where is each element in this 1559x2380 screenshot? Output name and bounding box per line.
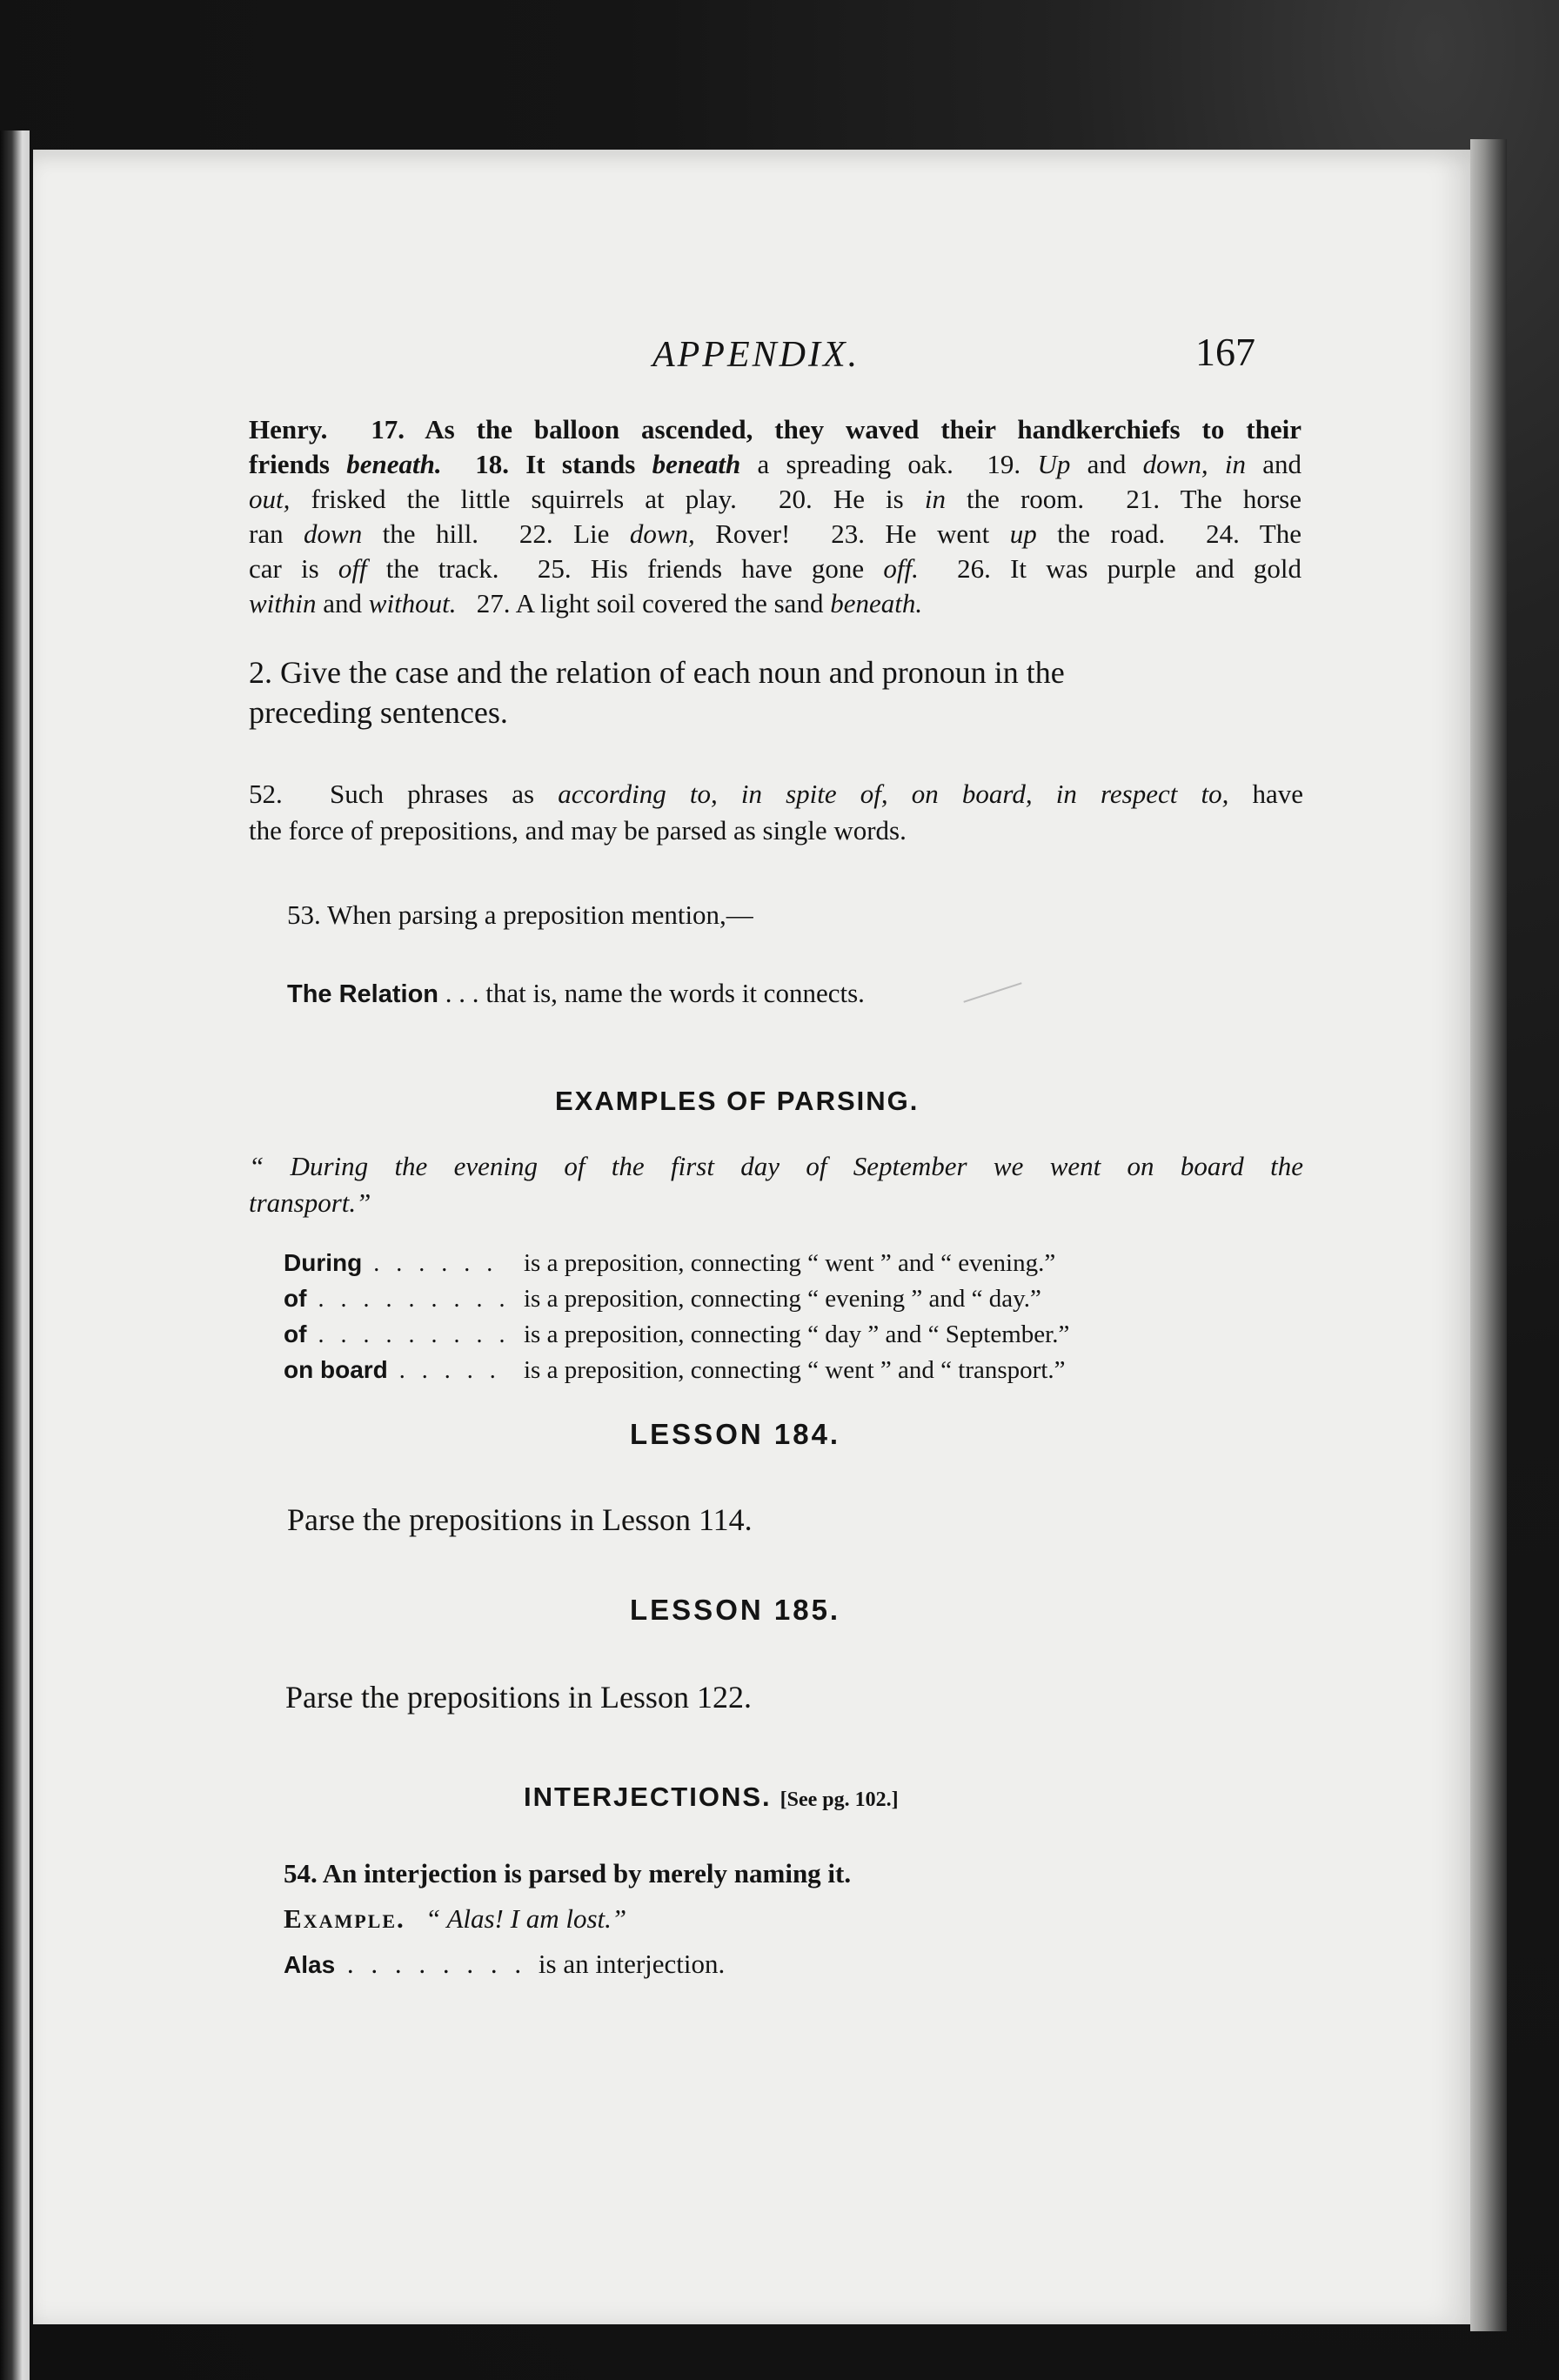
parsing-explanation: is a preposition, connecting “ went ” and “ transport.” (524, 1356, 1066, 1384)
page-reference: [See pg. 102.] (780, 1788, 899, 1811)
book-page (33, 150, 1470, 2324)
parsing-row (284, 1281, 1069, 1317)
text-run: down, (629, 518, 695, 549)
paragraph-line (249, 482, 1301, 517)
quote-line: transport.” (249, 1187, 371, 1218)
text-run: and (1070, 449, 1143, 479)
text-run: Henry. (249, 414, 328, 445)
left-page-edge (0, 130, 30, 2380)
exercise-2-line: preceding sentences. (249, 695, 508, 730)
text-run: car is (249, 553, 338, 584)
parsing-explanation: is a preposition, connecting “ evening ” and “ day.” (524, 1285, 1041, 1313)
text-run: beneath. (830, 588, 923, 618)
text-run: the hill. 22. Lie (362, 518, 630, 549)
text-run: 17. As the balloon ascended, they waved their handkerchiefs to their (327, 414, 1301, 445)
text-run: without. (368, 588, 457, 618)
text-run: beneath. (346, 449, 442, 479)
text-run: and (316, 588, 369, 618)
text-run: up (1009, 518, 1037, 549)
text-run: 52. Such phrases as (249, 779, 559, 809)
text-run: the track. 25. His friends have gone (366, 553, 884, 584)
text-run: 18. It stands (441, 449, 652, 479)
text-run: off (338, 553, 367, 584)
leader-dots: . . . . . . . . (335, 1949, 539, 1979)
interjections-heading (524, 1782, 899, 1813)
text-run: 27. A light soil covered the sand (456, 588, 831, 618)
lesson-184-heading: LESSON 184. (630, 1418, 841, 1450)
relation-dots: . . . (438, 978, 486, 1008)
parsing-row (284, 1317, 1069, 1353)
text-run: beneath (652, 449, 741, 479)
page-edge-shadow (1470, 139, 1507, 2331)
parsing-explanation: is a preposition, connecting “ went ” and “ evening.” (524, 1249, 1056, 1277)
relation-line (287, 978, 865, 1009)
text-run: Rover! 23. He went (694, 518, 1010, 549)
text-run: within (249, 588, 317, 618)
lesson-185-text: Parse the prepositions in Lesson 122. (285, 1680, 752, 1715)
text-run: ran (249, 518, 304, 549)
interjection-parse-line (284, 1949, 725, 1980)
lesson-184-text: Parse the prepositions in Lesson 114. (287, 1502, 753, 1537)
parsed-word: on board . . . . . (284, 1356, 501, 1384)
page-number: 167 (1195, 330, 1255, 374)
lesson-185-heading: LESSON 185. (630, 1594, 841, 1626)
text-run: the road. 24. The (1036, 518, 1301, 549)
section-52 (249, 776, 1303, 849)
relation-text: that is, name the words it connects. (485, 978, 865, 1008)
text-run: 26. It was purple and gold (918, 553, 1301, 584)
quote-line: “ During the evening of the first day of September we went on board the (249, 1151, 1303, 1181)
parsed-word: During . . . . . . (284, 1249, 498, 1277)
parsing-row (284, 1246, 1069, 1281)
paragraph-line (249, 552, 1301, 586)
parsing-table (284, 1246, 1069, 1388)
text-run: off. (883, 553, 919, 584)
parsing-row (284, 1353, 1069, 1388)
stray-mark (963, 982, 1021, 1003)
text-run: have (1228, 779, 1303, 809)
parsed-interjection: Alas (284, 1951, 336, 1978)
example-label: Example. (284, 1903, 405, 1934)
text-run: according to, in spite of, on board, in respect to, (558, 779, 1229, 809)
text-run: Up (1037, 449, 1071, 479)
paragraph-line (249, 517, 1301, 552)
section-53: 53. When parsing a preposition mention,— (287, 899, 753, 930)
text-run: a spreading oak. 19. (740, 449, 1038, 479)
parsing-explanation: is a preposition, connecting “ day ” and “ September.” (524, 1320, 1070, 1348)
paragraph-line (249, 412, 1301, 447)
text-run: down (304, 518, 363, 549)
example-quote (249, 1148, 1303, 1221)
text-run: friends (249, 449, 347, 479)
interjection-example (284, 1903, 626, 1935)
section-54: 54. An interjection is parsed by merely naming it. (284, 1858, 852, 1889)
exercise-2 (249, 652, 1284, 732)
running-head: APPENDIX. (652, 335, 860, 375)
text-run: down, in (1142, 449, 1246, 479)
exercise-2-line: 2. Give the case and the relation of each noun and pronoun in the (249, 655, 1065, 690)
parsed-word: of . . . . . . . . . (284, 1285, 511, 1313)
text-run: frisked the little squirrels at play. 20. He is (290, 484, 925, 514)
interjection-explanation: is an interjection. (538, 1949, 726, 1979)
text-run: the force of prepositions, and may be parsed as single words. (249, 815, 907, 846)
interjections-title: INTERJECTIONS. (524, 1782, 772, 1812)
text-run: and (1245, 449, 1302, 479)
text-run: the room. 21. The horse (945, 484, 1302, 514)
section-52-line (249, 812, 1303, 849)
paragraph-line (249, 447, 1301, 482)
example-quote-text: “ Alas! I am lost.” (425, 1903, 627, 1934)
parsed-word: of . . . . . . . . . (284, 1320, 511, 1348)
exercise-sentences-paragraph (249, 412, 1301, 621)
paragraph-line (249, 586, 1301, 621)
text-run: in (924, 484, 946, 514)
section-52-line (249, 776, 1303, 812)
relation-label: The Relation (287, 980, 439, 1008)
text-run: out, (249, 484, 291, 514)
examples-heading: EXAMPLES OF PARSING. (555, 1086, 920, 1116)
